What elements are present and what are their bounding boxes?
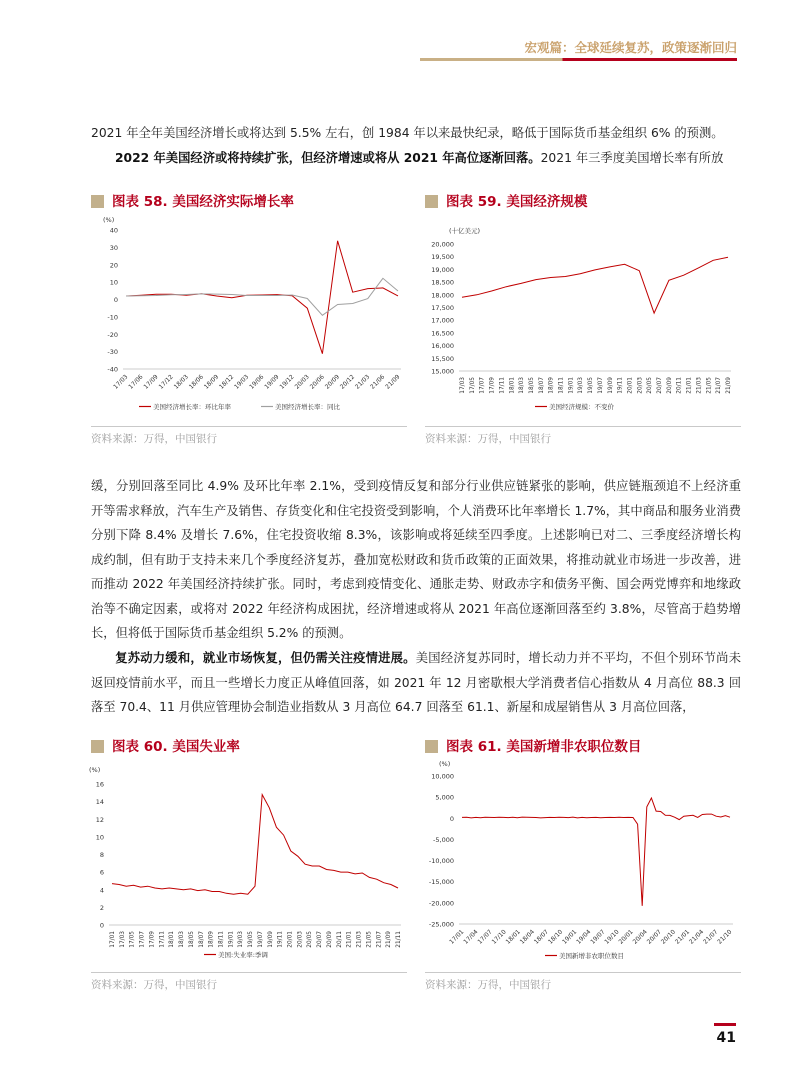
x-tick-label: 18/11 — [558, 377, 565, 394]
x-tick-label: 18/09 — [548, 377, 555, 394]
x-tick-label: 19/10 — [603, 928, 621, 946]
x-tick-label: 19/09 — [263, 373, 281, 391]
x-tick-label: 21/11 — [396, 931, 402, 948]
x-tick-label: 20/01 — [287, 931, 294, 948]
y-tick-label: -20 — [107, 330, 118, 339]
y-tick-label: -20,000 — [428, 899, 454, 908]
x-tick-label: 17/12 — [157, 373, 175, 391]
legend-label-0: 美国:失业率:季调 — [218, 951, 268, 959]
x-tick-label: 17/09 — [489, 377, 496, 394]
chart-58-source: 资料来源：万得，中国银行 — [91, 433, 217, 445]
chart-60-title-text: 图表 60. 美国失业率 — [112, 739, 240, 755]
series-line-0 — [462, 798, 730, 906]
chart-58-source-rule — [91, 426, 407, 427]
x-tick-label: 17/03 — [119, 931, 126, 948]
x-tick-label: 19/07 — [257, 931, 264, 948]
x-tick-label: 20/09 — [323, 373, 341, 391]
y-tick-label: 19,000 — [431, 265, 454, 274]
chart-61-source: 资料来源：万得，中国银行 — [425, 979, 551, 991]
y-tick-label: 17,500 — [431, 304, 454, 312]
y-tick-label: 30 — [109, 243, 118, 252]
x-tick-label: 21/07 — [702, 928, 720, 946]
x-tick-label: 21/03 — [696, 377, 703, 394]
x-tick-label: 21/01 — [346, 931, 353, 948]
x-tick-label: 18/01 — [504, 928, 522, 946]
y-tick-label: 10,000 — [431, 772, 454, 781]
x-tick-label: 17/10 — [490, 928, 508, 946]
x-tick-label: 19/01 — [228, 931, 235, 948]
x-tick-label: 20/03 — [293, 373, 311, 391]
y-tick-label: -30 — [107, 348, 118, 357]
x-tick-label: 17/11 — [159, 931, 166, 948]
x-tick-label: 19/07 — [589, 928, 607, 946]
series-line-0 — [112, 795, 398, 895]
chart-58-title — [91, 190, 294, 210]
chart-58-title-text: 图表 58. 美国经济实际增长率 — [112, 194, 294, 210]
x-tick-label: 20/11 — [336, 931, 343, 948]
x-tick-label: 19/03 — [578, 377, 585, 394]
x-tick-label: 18/03 — [179, 931, 186, 948]
x-tick-label: 18/06 — [187, 373, 205, 391]
y-tick-label: 0 — [449, 814, 454, 823]
x-tick-label: 18/01 — [169, 931, 176, 948]
y-tick-label: -10 — [107, 313, 118, 322]
legend-label-0: 美国新增非农职位数目 — [559, 952, 624, 960]
x-tick-label: 21/05 — [366, 931, 373, 948]
x-tick-label: 20/09 — [326, 931, 333, 948]
x-tick-label: 21/06 — [369, 373, 387, 391]
x-tick-label: 21/09 — [384, 373, 402, 391]
y-tick-label: 6 — [99, 868, 104, 877]
title-square-icon — [425, 740, 438, 753]
x-tick-label: 17/03 — [460, 377, 466, 394]
chart-59 — [423, 222, 743, 422]
x-tick-label: 19/01 — [561, 928, 579, 946]
x-tick-label: 21/03 — [356, 931, 363, 948]
chart-61-title — [425, 735, 641, 755]
x-tick-label: 19/05 — [588, 377, 595, 394]
y-tick-label: 2 — [99, 903, 104, 912]
y-tick-label: -25,000 — [428, 920, 454, 929]
chart-60-source-rule — [91, 972, 407, 973]
x-tick-label: 20/07 — [645, 928, 663, 946]
title-square-icon — [91, 740, 104, 753]
chart-59-title-text: 图表 59. 美国经济规模 — [446, 194, 588, 210]
y-tick-label: 15,000 — [431, 367, 454, 376]
unit-label: (%) — [89, 766, 101, 774]
x-tick-label: 17/01 — [110, 931, 116, 948]
x-tick-label: 19/11 — [277, 931, 284, 948]
y-tick-label: 0 — [113, 296, 118, 304]
x-tick-label: 19/12 — [278, 373, 296, 391]
x-tick-label: 20/05 — [307, 931, 314, 948]
x-tick-label: 20/07 — [317, 931, 324, 948]
x-tick-label: 19/11 — [617, 377, 624, 394]
y-tick-label: 10 — [109, 278, 118, 287]
paragraph-4-bold: 复苏动力缓和，就业市场恢复，但仍需关注疫情进展。 — [115, 651, 416, 665]
x-tick-label: 21/01 — [673, 928, 692, 946]
x-tick-label: 19/05 — [248, 931, 255, 948]
y-tick-label: 12 — [95, 815, 104, 824]
x-tick-label: 17/07 — [139, 931, 146, 948]
legend-label-0: 美国经济规模：不变价 — [549, 403, 614, 411]
y-tick-label: 15,500 — [431, 354, 454, 363]
paragraph-4-rest: 美国经济复苏同时，增长动力并不平均，不但个别环节尚未返回疫情前水平，而且一些增长力度正从峰值回落，如 2021 年 12 月密歇根大学消费者信心指数从 4 月高位 88.3 回落至 70.4、11 月供应管理协会制造业指数从 3 月高位 64.7 回落至 61.1、新屋和成屋销售从 3 月高位回落， — [91, 651, 741, 714]
x-tick-label: 17/05 — [469, 377, 476, 394]
x-tick-label: 17/01 — [448, 928, 466, 946]
x-tick-label: 21/07 — [376, 931, 383, 948]
chart-59-source: 资料来源：万得，中国银行 — [425, 433, 551, 445]
y-tick-label: 20 — [109, 261, 118, 270]
x-tick-label: 21/01 — [686, 377, 693, 394]
y-tick-label: 0 — [99, 921, 104, 930]
y-tick-label: 5,000 — [435, 793, 454, 802]
series-line-0 — [126, 241, 398, 354]
x-tick-label: 18/07 — [198, 931, 205, 948]
x-tick-label: 17/04 — [462, 928, 480, 946]
x-tick-label: 18/12 — [218, 373, 236, 391]
x-tick-label: 18/01 — [509, 377, 516, 394]
x-tick-label: 21/10 — [716, 928, 734, 946]
paragraph-4 — [91, 646, 741, 720]
chart-59-title — [425, 190, 587, 210]
chart-59-source-rule — [425, 426, 741, 427]
x-tick-label: 19/03 — [238, 931, 245, 948]
x-tick-label: 18/04 — [518, 928, 536, 946]
x-tick-label: 20/06 — [308, 373, 326, 391]
series-line-1 — [126, 278, 398, 315]
y-tick-label: 18,000 — [431, 291, 454, 300]
x-tick-label: 17/11 — [499, 377, 506, 394]
x-tick-label: 18/07 — [532, 928, 551, 946]
x-tick-label: 17/07 — [476, 928, 494, 946]
x-tick-label: 18/03 — [519, 377, 526, 394]
y-tick-label: 4 — [99, 886, 104, 895]
y-tick-label: 40 — [109, 226, 118, 235]
x-tick-label: 19/01 — [568, 377, 575, 394]
x-tick-label: 21/09 — [386, 931, 393, 948]
x-tick-label: 19/09 — [267, 931, 274, 948]
x-tick-label: 19/07 — [597, 377, 604, 394]
paragraph-2-rest: 2021 年三季度美国增长率有所放 — [540, 151, 724, 165]
y-tick-label: 16 — [95, 780, 104, 789]
x-tick-label: 20/04 — [631, 928, 649, 946]
x-tick-label: 18/03 — [172, 373, 190, 391]
x-tick-label: 21/09 — [726, 377, 732, 394]
x-tick-label: 21/07 — [716, 377, 723, 394]
x-tick-label: 18/05 — [188, 931, 195, 948]
x-tick-label: 18/11 — [218, 931, 225, 948]
x-tick-label: 20/01 — [627, 377, 634, 394]
x-tick-label: 19/06 — [248, 373, 266, 391]
chart-61-source-rule — [425, 972, 741, 973]
paragraph-2 — [91, 146, 741, 171]
title-square-icon — [91, 195, 104, 208]
legend-label-1: 美国经济增长率：同比 — [275, 403, 340, 411]
chart-61 — [423, 758, 743, 968]
chart-60-title — [91, 735, 240, 755]
y-tick-label: 16,000 — [431, 342, 454, 351]
y-tick-label: -40 — [107, 365, 118, 374]
x-tick-label: 17/07 — [479, 377, 486, 394]
x-tick-label: 17/03 — [112, 373, 130, 391]
x-tick-label: 19/09 — [607, 377, 614, 394]
series-line-0 — [462, 257, 728, 313]
x-tick-label: 20/01 — [617, 928, 635, 946]
x-tick-label: 17/05 — [129, 931, 136, 948]
header-title: 宏观篇：全球延续复苏，政策逐渐回归 — [524, 40, 737, 55]
chart-60 — [89, 760, 409, 968]
x-tick-label: 20/03 — [637, 377, 644, 394]
y-tick-label: 16,500 — [431, 329, 454, 338]
y-tick-label: -15,000 — [428, 878, 454, 887]
paragraph-1: 2021 年全年美国经济增长或将达到 5.5% 左右，创 1984 年以来最快纪录，略低于国际货币基金组织 6% 的预测。 — [91, 126, 724, 140]
x-tick-label: 20/10 — [659, 928, 677, 946]
x-tick-label: 17/09 — [142, 373, 160, 391]
paragraph-2-bold: 2022 年美国经济或将持续扩张，但经济增速或将从 2021 年高位逐渐回落。 — [115, 151, 541, 165]
x-tick-label: 18/05 — [528, 377, 535, 394]
x-tick-label: 17/06 — [127, 373, 145, 391]
x-tick-label: 20/12 — [338, 373, 357, 391]
chart-60-source: 资料来源：万得，中国银行 — [91, 979, 217, 991]
x-tick-label: 19/04 — [575, 928, 593, 946]
unit-label: (%) — [103, 216, 115, 224]
x-tick-label: 20/07 — [657, 377, 664, 394]
chart-58 — [89, 212, 409, 422]
x-tick-label: 18/09 — [208, 931, 215, 948]
x-tick-label: 18/10 — [546, 928, 565, 946]
x-tick-label: 21/05 — [706, 377, 713, 394]
header-rule — [420, 58, 737, 61]
y-tick-label: 19,500 — [431, 253, 454, 262]
x-tick-label: 21/03 — [354, 373, 372, 391]
legend-label-0: 美国经济增长率：环比年率 — [153, 403, 231, 411]
y-tick-label: 8 — [99, 851, 104, 859]
page-number-rule — [714, 1023, 736, 1026]
y-tick-label: 14 — [95, 798, 104, 807]
y-tick-label: -5,000 — [433, 835, 454, 844]
page-number: 41 — [716, 1030, 736, 1046]
x-tick-label: 18/09 — [202, 373, 221, 391]
unit-label: (%) — [439, 760, 451, 768]
y-tick-label: -10,000 — [428, 857, 454, 866]
unit-label: (十亿美元) — [449, 227, 481, 235]
y-tick-label: 17,000 — [431, 316, 454, 325]
y-tick-label: 20,000 — [431, 240, 454, 249]
x-tick-label: 20/11 — [676, 377, 683, 394]
title-square-icon — [425, 195, 438, 208]
x-tick-label: 20/05 — [647, 377, 654, 394]
paragraph-3: 缓，分别回落至同比 4.9% 及环比年率 2.1%，受到疫情反复和部分行业供应链紧张的影响，供应链瓶颈追不上经济重开等需求释放，汽车生产及销售、存货变化和住宅投资受到影响，个人消费环比年率增长 1.7%，其中商品和服务业消费分别下降 8.4% 及增长 7.6%，住宅投资收缩 8.3%，该影响或将延续至四季度。上述影响已对二、三季度经济增长构成约制，但有助于支持未来几个季度经济复苏，叠加宽松财政和货币政策的正面效果，将推动就业市场进一步改善，进而推动 2022 年美国经济持续扩张。同时，考虑到疫情变化、通胀走势、财政赤字和债务平衡、国会两党博弈和地缘政治等不确定因素，或将对 2022 年经济构成困扰，经济增速或将从 2021 年高位逐渐回落至约 3.8%，尽管高于趋势增长，但将低于国际货币基金组织 5.2% 的预测。 — [91, 479, 741, 640]
x-tick-label: 19/03 — [233, 373, 251, 391]
x-tick-label: 18/07 — [538, 377, 545, 394]
y-tick-label: 18,500 — [431, 278, 454, 287]
y-tick-label: 10 — [95, 833, 104, 842]
x-tick-label: 17/09 — [149, 931, 156, 948]
x-tick-label: 20/03 — [297, 931, 304, 948]
chart-61-title-text: 图表 61. 美国新增非农职位数目 — [446, 739, 642, 755]
x-tick-label: 21/04 — [688, 928, 706, 946]
x-tick-label: 20/09 — [666, 377, 673, 394]
